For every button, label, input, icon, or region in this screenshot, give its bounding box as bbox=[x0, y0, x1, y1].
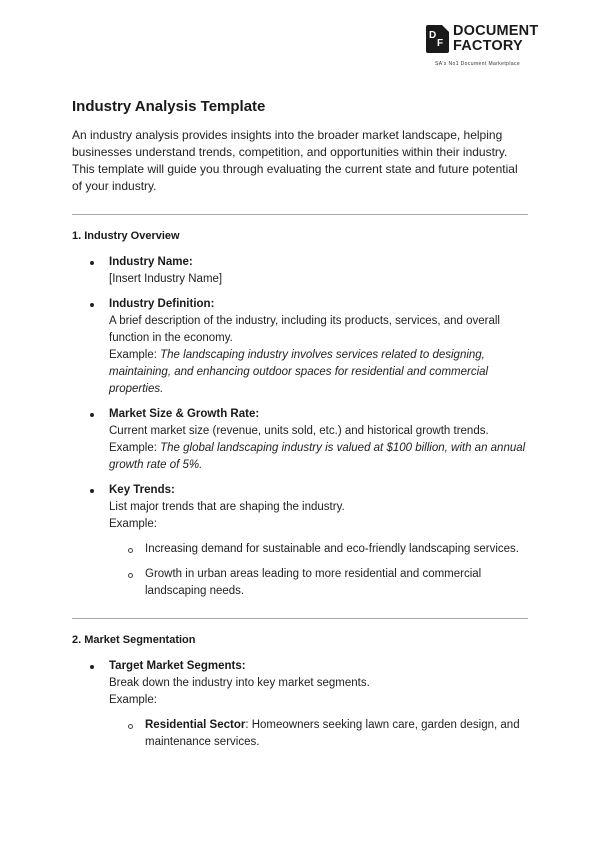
brand-name-line1: DOCUMENT bbox=[453, 23, 539, 39]
brand-name-line2: FACTORY bbox=[453, 38, 523, 54]
circle-bullet-icon bbox=[128, 724, 133, 729]
item-example bbox=[109, 440, 528, 474]
example-text: The global landscaping industry is valued at $100 billion, with an annual growth rate of 5%. bbox=[109, 442, 526, 471]
brand-name bbox=[453, 24, 538, 54]
item-text: Break down the industry into key market segments. bbox=[109, 677, 370, 689]
document-title: Industry Analysis Template bbox=[72, 98, 266, 115]
logo-letter-d: D bbox=[429, 30, 437, 41]
item-label: Key Trends: bbox=[109, 484, 175, 496]
section-heading: 2. Market Segmentation bbox=[72, 634, 196, 646]
list-item bbox=[72, 658, 528, 751]
section-divider bbox=[72, 214, 528, 215]
bullet-icon bbox=[90, 665, 94, 669]
example-prefix: Example: bbox=[109, 349, 161, 361]
item-label: Target Market Segments: bbox=[109, 660, 246, 672]
sub-list-item bbox=[109, 566, 528, 600]
sub-item-text: Growth in urban areas leading to more residential and commercial landscaping needs. bbox=[145, 568, 482, 597]
item-example bbox=[109, 347, 528, 398]
list-item bbox=[72, 296, 528, 398]
sub-item-label: Residential Sector bbox=[145, 719, 246, 731]
item-label: Market Size & Growth Rate: bbox=[109, 408, 260, 420]
section-heading: 1. Industry Overview bbox=[72, 230, 180, 242]
logo-letter-f: F bbox=[437, 38, 444, 49]
bullet-icon bbox=[90, 489, 94, 493]
item-text: A brief description of the industry, including its products, services, and overall function in the economy. bbox=[109, 315, 500, 344]
example-prefix: Example: bbox=[109, 442, 161, 454]
sub-list-item bbox=[109, 541, 528, 558]
item-text: Current market size (revenue, units sold, etc.) and historical growth trends. bbox=[109, 425, 489, 437]
sub-list-item bbox=[109, 717, 528, 751]
document-body bbox=[72, 98, 528, 751]
sub-list bbox=[109, 541, 528, 600]
sub-item-text: : Homeowners seeking lawn care, garden design, and maintenance services. bbox=[145, 719, 520, 748]
sub-list bbox=[109, 717, 528, 751]
section-divider bbox=[72, 618, 528, 619]
list-item bbox=[72, 482, 528, 600]
example-text: The landscaping industry involves services related to designing, maintaining, and enhancing outdoor spaces for residential and commercial properties. bbox=[109, 349, 489, 395]
brand-tagline: SA's No1 Document Marketplace bbox=[435, 61, 521, 67]
logo-mark-icon bbox=[426, 25, 449, 53]
item-label: Industry Definition: bbox=[109, 298, 215, 310]
item-example-label: Example: bbox=[109, 518, 157, 530]
section2-list bbox=[72, 658, 528, 751]
item-text: List major trends that are shaping the industry. bbox=[109, 501, 345, 513]
item-example-label: Example: bbox=[109, 694, 157, 706]
bullet-icon bbox=[90, 303, 94, 307]
item-text: [Insert Industry Name] bbox=[109, 273, 223, 285]
sub-item-text: Increasing demand for sustainable and eco-friendly landscaping services. bbox=[145, 543, 519, 555]
bullet-icon bbox=[90, 413, 94, 417]
bullet-icon bbox=[90, 261, 94, 265]
item-label: Industry Name: bbox=[109, 256, 193, 268]
circle-bullet-icon bbox=[128, 573, 133, 578]
list-item bbox=[72, 254, 528, 288]
section1-list bbox=[72, 254, 528, 600]
intro-paragraph: An industry analysis provides insights into the broader market landscape, helping businesses understand trends, competition, and opportunities within their industry. This template will guide you through evaluating the current state and future potential of your industry. bbox=[72, 128, 518, 193]
list-item bbox=[72, 406, 528, 474]
circle-bullet-icon bbox=[128, 548, 133, 553]
